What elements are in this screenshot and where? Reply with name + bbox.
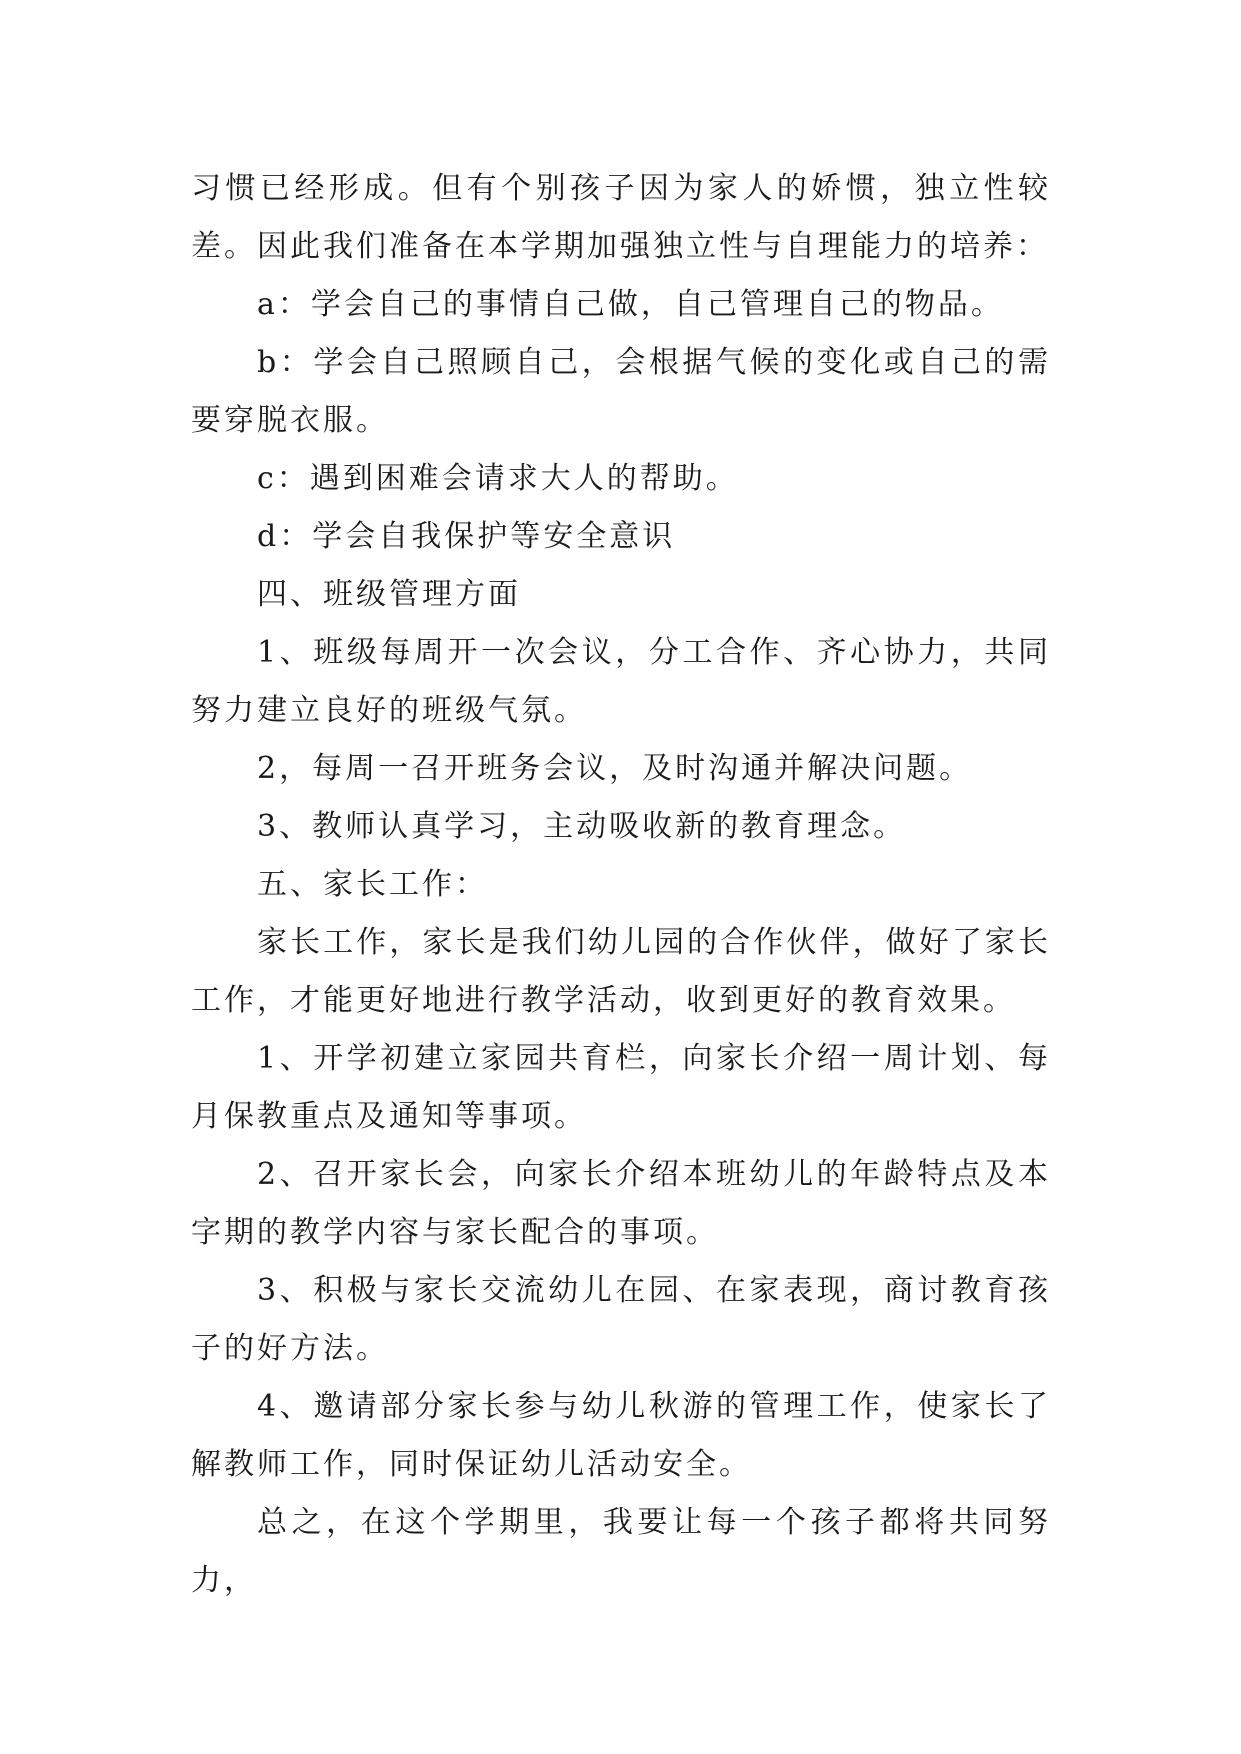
parent-work-intro: 家长工作，家长是我们幼儿园的合作伙伴，做好了家长工作，才能更好地进行教学活动，收到更好的教育效果。	[191, 925, 1051, 1018]
section-heading-parent-work: 五、家长工作：	[257, 867, 488, 902]
class-management-item-1: 1、班级每周开一次会议，分工合作、齐心协力，共同努力建立良好的班级气氛。	[191, 635, 1051, 728]
document-body	[191, 160, 1051, 1610]
conclusion-paragraph: 总之，在这个学期里，我要让每一个孩子都将共同努力，	[191, 1505, 1051, 1598]
class-management-item-3: 3、教师认真学习，主动吸收新的教育理念。	[257, 809, 907, 844]
parent-work-item-1: 1、开学初建立家园共育栏，向家长介绍一周计划、每月保教重点及通知等事项。	[191, 1041, 1051, 1134]
parent-work-item-4: 4、邀请部分家长参与幼儿秋游的管理工作，使家长了解教师工作，同时保证幼儿活动安全。	[191, 1389, 1051, 1482]
list-item-b: b：学会自己照顾自己，会根据气候的变化或自己的需要穿脱衣服。	[191, 345, 1051, 438]
list-item-a: a：学会自己的事情自己做，自己管理自己的物品。	[257, 287, 1004, 322]
list-item-d: d：学会自我保护等安全意识	[257, 519, 676, 554]
section-heading-class-management: 四、班级管理方面	[257, 577, 521, 612]
list-item-c: c：遇到困难会请求大人的帮助。	[257, 461, 739, 496]
paragraph-1: 习惯已经形成。但有个别孩子因为家人的娇惯，独立性较差。因此我们准备在本学期加强独立性与自理能力的培养：	[191, 171, 1051, 264]
class-management-item-2: 2，每周一召开班务会议，及时沟通并解决问题。	[257, 751, 973, 786]
parent-work-item-2: 2、召开家长会，向家长介绍本班幼儿的年龄特点及本字期的教学内容与家长配合的事项。	[191, 1157, 1051, 1250]
parent-work-item-3: 3、积极与家长交流幼儿在园、在家表现，商讨教育孩子的好方法。	[191, 1273, 1051, 1366]
